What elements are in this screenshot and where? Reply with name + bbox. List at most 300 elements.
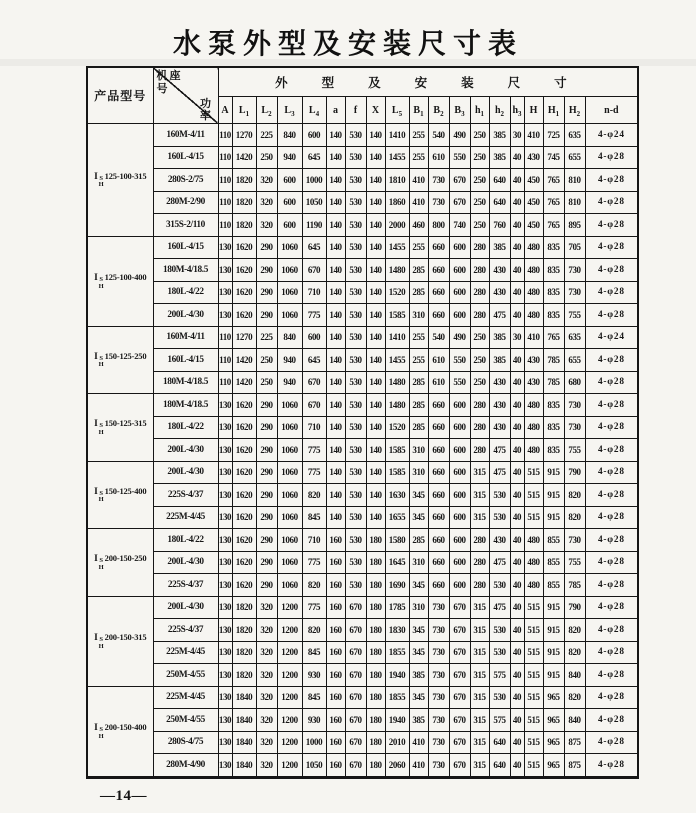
bolt-spec-cell: 4-φ28 bbox=[585, 461, 638, 484]
dimension-cell: 140 bbox=[326, 169, 345, 192]
dimension-cell: 1060 bbox=[277, 506, 302, 529]
dimension-cell: 250 bbox=[470, 214, 489, 237]
dimension-cell: 820 bbox=[564, 686, 585, 709]
dimension-cell: 835 bbox=[543, 416, 564, 439]
dimension-cell: 730 bbox=[564, 259, 585, 282]
dimension-cell: 2060 bbox=[385, 754, 409, 778]
dimension-cell: 530 bbox=[345, 574, 366, 597]
table-row bbox=[87, 686, 638, 709]
frame-power-cell: 225S-4/37 bbox=[153, 619, 218, 642]
bolt-spec-cell: 4-φ28 bbox=[585, 416, 638, 439]
dimension-cell: 1785 bbox=[385, 596, 409, 619]
frame-power-cell: 200L-4/30 bbox=[153, 439, 218, 462]
dimension-cell: 315 bbox=[470, 641, 489, 664]
dimension-cell: 775 bbox=[302, 304, 326, 327]
frame-power-cell: 160L-4/15 bbox=[153, 146, 218, 169]
dimension-cell: 575 bbox=[489, 709, 510, 732]
dimension-cell: 575 bbox=[489, 664, 510, 687]
table-row bbox=[87, 214, 638, 237]
dimension-cell: 1840 bbox=[232, 731, 256, 754]
dimension-cell: 450 bbox=[524, 191, 543, 214]
dimension-cell: 710 bbox=[302, 416, 326, 439]
dimension-cell: 635 bbox=[564, 124, 585, 147]
dimension-cell: 290 bbox=[256, 439, 277, 462]
dimension-cell: 1620 bbox=[232, 484, 256, 507]
dimension-cell: 130 bbox=[218, 281, 232, 304]
dimension-cell: 1060 bbox=[277, 574, 302, 597]
dimension-cell: 40 bbox=[510, 484, 524, 507]
dimension-cell: 1585 bbox=[385, 304, 409, 327]
dimension-cell: 1620 bbox=[232, 551, 256, 574]
bolt-spec-cell: 4-φ28 bbox=[585, 146, 638, 169]
dimension-cell: 290 bbox=[256, 304, 277, 327]
dimension-column-header: A bbox=[218, 97, 232, 124]
dimension-cell: 385 bbox=[489, 124, 510, 147]
dimension-cell: 40 bbox=[510, 529, 524, 552]
dimension-cell: 670 bbox=[449, 169, 470, 192]
dimension-cell: 1820 bbox=[232, 596, 256, 619]
dimension-cell: 540 bbox=[428, 326, 449, 349]
dimension-cell: 280 bbox=[470, 259, 489, 282]
dimension-cell: 250 bbox=[256, 349, 277, 372]
frame-power-header bbox=[153, 67, 218, 124]
dimension-cell: 290 bbox=[256, 574, 277, 597]
dimension-cell: 140 bbox=[366, 169, 385, 192]
dimension-cell: 820 bbox=[564, 641, 585, 664]
bolt-spec-cell: 4-φ24 bbox=[585, 326, 638, 349]
dimension-cell: 315 bbox=[470, 686, 489, 709]
dimension-cell: 320 bbox=[256, 169, 277, 192]
dimension-cell: 965 bbox=[543, 754, 564, 778]
dimension-cell: 410 bbox=[409, 731, 428, 754]
frame-power-cell: 250M-4/55 bbox=[153, 709, 218, 732]
dimension-cell: 600 bbox=[302, 124, 326, 147]
dimension-cell: 160 bbox=[326, 529, 345, 552]
table-row bbox=[87, 191, 638, 214]
dimension-cell: 480 bbox=[524, 574, 543, 597]
dimension-cell: 1200 bbox=[277, 754, 302, 778]
dimension-cell: 820 bbox=[564, 506, 585, 529]
dimension-cell: 290 bbox=[256, 281, 277, 304]
dimension-cell: 285 bbox=[409, 371, 428, 394]
dimension-cell: 40 bbox=[510, 641, 524, 664]
dimension-cell: 745 bbox=[543, 146, 564, 169]
dimension-cell: 845 bbox=[302, 506, 326, 529]
dimension-cell: 530 bbox=[345, 371, 366, 394]
dimension-cell: 310 bbox=[409, 551, 428, 574]
dimension-cell: 140 bbox=[366, 124, 385, 147]
dimension-cell: 140 bbox=[366, 191, 385, 214]
frame-power-cell: 200L-4/30 bbox=[153, 551, 218, 574]
bolt-spec-cell: 4-φ28 bbox=[585, 506, 638, 529]
dimension-cell: 670 bbox=[345, 686, 366, 709]
dimension-cell: 480 bbox=[524, 394, 543, 417]
dimension-cell: 320 bbox=[256, 641, 277, 664]
dimension-cell: 840 bbox=[277, 326, 302, 349]
dimension-cell: 670 bbox=[302, 394, 326, 417]
dimension-cell: 600 bbox=[449, 416, 470, 439]
dimension-cell: 130 bbox=[218, 439, 232, 462]
dimension-cell: 1820 bbox=[232, 619, 256, 642]
table-row bbox=[87, 371, 638, 394]
dimension-cell: 255 bbox=[409, 236, 428, 259]
dimension-cell: 320 bbox=[256, 214, 277, 237]
table-row bbox=[87, 124, 638, 147]
dimension-cell: 410 bbox=[409, 754, 428, 778]
dimension-cell: 40 bbox=[510, 709, 524, 732]
dimension-cell: 385 bbox=[489, 146, 510, 169]
dimension-cell: 845 bbox=[302, 686, 326, 709]
table-row bbox=[87, 709, 638, 732]
dimension-cell: 670 bbox=[345, 709, 366, 732]
dimension-cell: 730 bbox=[428, 664, 449, 687]
dimension-cell: 1820 bbox=[232, 214, 256, 237]
dimension-cell: 755 bbox=[564, 439, 585, 462]
dimension-cell: 280 bbox=[470, 281, 489, 304]
dimension-cell: 965 bbox=[543, 709, 564, 732]
frame-power-cell: 180M-4/18.5 bbox=[153, 394, 218, 417]
dimension-cell: 280 bbox=[470, 574, 489, 597]
frame-power-cell: 225M-4/45 bbox=[153, 641, 218, 664]
dimension-cell: 1690 bbox=[385, 574, 409, 597]
dimension-cell: 640 bbox=[489, 754, 510, 778]
dimension-cell: 180 bbox=[366, 754, 385, 778]
dimension-cell: 385 bbox=[409, 664, 428, 687]
table-row bbox=[87, 326, 638, 349]
dimension-cell: 450 bbox=[524, 214, 543, 237]
dimension-cell: 430 bbox=[489, 371, 510, 394]
frame-power-cell: 225S-4/37 bbox=[153, 484, 218, 507]
bolt-spec-cell: 4-φ28 bbox=[585, 686, 638, 709]
table-row bbox=[87, 731, 638, 754]
dimension-cell: 1620 bbox=[232, 394, 256, 417]
dimension-cell: 835 bbox=[543, 236, 564, 259]
bolt-spec-cell: 4-φ28 bbox=[585, 664, 638, 687]
dimension-cell: 40 bbox=[510, 214, 524, 237]
dimension-cell: 475 bbox=[489, 461, 510, 484]
dimension-cell: 600 bbox=[449, 236, 470, 259]
dimension-cell: 930 bbox=[302, 664, 326, 687]
product-model-cell: I S H 150-125-250 bbox=[87, 326, 153, 394]
dimension-cell: 430 bbox=[524, 371, 543, 394]
dimension-cell: 730 bbox=[564, 529, 585, 552]
dimension-cell: 755 bbox=[564, 304, 585, 327]
dimension-cell: 1200 bbox=[277, 709, 302, 732]
dimension-cell: 40 bbox=[510, 236, 524, 259]
dimension-cell: 515 bbox=[524, 484, 543, 507]
dimension-column-header: $h_3$ bbox=[510, 97, 524, 124]
dimension-cell: 1060 bbox=[277, 529, 302, 552]
dimension-cell: 430 bbox=[489, 394, 510, 417]
dimension-cell: 1840 bbox=[232, 709, 256, 732]
dimension-cell: 1520 bbox=[385, 281, 409, 304]
dimension-cell: 530 bbox=[345, 349, 366, 372]
dimension-cell: 315 bbox=[470, 461, 489, 484]
dimension-cell: 710 bbox=[302, 529, 326, 552]
dimension-cell: 110 bbox=[218, 214, 232, 237]
dimension-cell: 530 bbox=[345, 394, 366, 417]
dimension-cell: 915 bbox=[543, 461, 564, 484]
dimension-cell: 1000 bbox=[302, 169, 326, 192]
dimension-cell: 820 bbox=[302, 484, 326, 507]
dimension-cell: 2010 bbox=[385, 731, 409, 754]
dimension-cell: 660 bbox=[428, 529, 449, 552]
dimension-cell: 660 bbox=[428, 551, 449, 574]
dimension-cell: 40 bbox=[510, 416, 524, 439]
dimension-cell: 315 bbox=[470, 619, 489, 642]
dimension-cell: 775 bbox=[302, 461, 326, 484]
dimension-cell: 670 bbox=[449, 641, 470, 664]
dimension-cell: 765 bbox=[543, 214, 564, 237]
dimension-cell: 250 bbox=[256, 371, 277, 394]
bolt-spec-cell: 4-φ28 bbox=[585, 394, 638, 417]
dimension-cell: 140 bbox=[326, 146, 345, 169]
dimension-cell: 480 bbox=[524, 281, 543, 304]
dimension-cell: 250 bbox=[256, 146, 277, 169]
dimension-cell: 140 bbox=[366, 326, 385, 349]
dimension-cell: 255 bbox=[409, 326, 428, 349]
dimension-cell: 250 bbox=[470, 349, 489, 372]
dimension-cell: 140 bbox=[326, 484, 345, 507]
dimension-cell: 530 bbox=[489, 619, 510, 642]
dimension-cell: 530 bbox=[345, 169, 366, 192]
table-row bbox=[87, 664, 638, 687]
dimension-cell: 930 bbox=[302, 709, 326, 732]
dimension-cell: 450 bbox=[524, 169, 543, 192]
dimension-cell: 600 bbox=[449, 394, 470, 417]
dimension-cell: 40 bbox=[510, 304, 524, 327]
dimension-cell: 820 bbox=[564, 619, 585, 642]
dimension-column-header: X bbox=[366, 97, 385, 124]
dimension-cell: 160 bbox=[326, 619, 345, 642]
dimension-cell: 140 bbox=[326, 349, 345, 372]
dimension-cell: 835 bbox=[543, 394, 564, 417]
bolt-spec-cell: 4-φ28 bbox=[585, 754, 638, 778]
dimension-cell: 40 bbox=[510, 394, 524, 417]
dimension-cell: 1620 bbox=[232, 236, 256, 259]
dimension-cell: 40 bbox=[510, 619, 524, 642]
dimension-cell: 670 bbox=[449, 754, 470, 778]
dimension-cell: 130 bbox=[218, 484, 232, 507]
dimension-cell: 1060 bbox=[277, 259, 302, 282]
dimension-cell: 140 bbox=[366, 439, 385, 462]
dimension-cell: 1050 bbox=[302, 754, 326, 778]
dimension-column-header: $L_1$ bbox=[232, 97, 256, 124]
table-row bbox=[87, 304, 638, 327]
dimension-cell: 1855 bbox=[385, 686, 409, 709]
product-model-cell: I S H 200-150-400 bbox=[87, 686, 153, 777]
dimension-cell: 660 bbox=[428, 304, 449, 327]
dimension-cell: 515 bbox=[524, 596, 543, 619]
dimension-cell: 1000 bbox=[302, 731, 326, 754]
dimension-cell: 140 bbox=[366, 236, 385, 259]
dimension-cell: 130 bbox=[218, 709, 232, 732]
dimension-cell: 180 bbox=[366, 529, 385, 552]
frame-power-cell: 250M-4/55 bbox=[153, 664, 218, 687]
dimension-column-header: $L_3$ bbox=[277, 97, 302, 124]
dimension-cell: 640 bbox=[489, 169, 510, 192]
dimension-cell: 315 bbox=[470, 731, 489, 754]
dimension-cell: 130 bbox=[218, 574, 232, 597]
dimension-cell: 290 bbox=[256, 236, 277, 259]
dimension-cell: 790 bbox=[564, 596, 585, 619]
dimension-cell: 40 bbox=[510, 664, 524, 687]
dimension-cell: 160 bbox=[326, 754, 345, 778]
dimension-cell: 530 bbox=[345, 259, 366, 282]
dimension-cell: 1620 bbox=[232, 461, 256, 484]
dimension-cell: 40 bbox=[510, 439, 524, 462]
dimension-cell: 310 bbox=[409, 596, 428, 619]
dimension-cell: 40 bbox=[510, 686, 524, 709]
dimension-cell: 670 bbox=[345, 664, 366, 687]
dimension-cell: 670 bbox=[345, 619, 366, 642]
bolt-spec-cell: 4-φ28 bbox=[585, 619, 638, 642]
dimension-cell: 530 bbox=[345, 281, 366, 304]
dimension-cell: 530 bbox=[345, 214, 366, 237]
product-model-cell: I S H 125-100-400 bbox=[87, 236, 153, 326]
dimension-cell: 855 bbox=[543, 551, 564, 574]
dimension-cell: 250 bbox=[470, 191, 489, 214]
dimension-cell: 530 bbox=[345, 191, 366, 214]
dimension-cell: 810 bbox=[564, 191, 585, 214]
dimension-cell: 600 bbox=[277, 191, 302, 214]
frame-power-cell: 200L-4/30 bbox=[153, 596, 218, 619]
dimension-cell: 140 bbox=[326, 124, 345, 147]
bolt-spec-cell: 4-φ28 bbox=[585, 191, 638, 214]
dimension-cell: 1480 bbox=[385, 394, 409, 417]
dimension-cell: 550 bbox=[449, 349, 470, 372]
dimension-cell: 290 bbox=[256, 259, 277, 282]
table-row bbox=[87, 551, 638, 574]
frame-power-cell: 225M-4/45 bbox=[153, 686, 218, 709]
dimension-cell: 320 bbox=[256, 596, 277, 619]
dimension-cell: 515 bbox=[524, 686, 543, 709]
dimension-cell: 515 bbox=[524, 619, 543, 642]
dimension-cell: 140 bbox=[326, 371, 345, 394]
dimension-cell: 840 bbox=[277, 124, 302, 147]
dimension-cell: 800 bbox=[428, 214, 449, 237]
dimension-cell: 730 bbox=[428, 619, 449, 642]
dimension-cell: 40 bbox=[510, 754, 524, 778]
dimension-cell: 280 bbox=[470, 304, 489, 327]
dimension-cell: 1620 bbox=[232, 506, 256, 529]
dimension-cell: 705 bbox=[564, 236, 585, 259]
dimension-cell: 490 bbox=[449, 326, 470, 349]
bolt-spec-cell: 4-φ28 bbox=[585, 349, 638, 372]
frame-power-cell: 180L-4/22 bbox=[153, 416, 218, 439]
dimension-cell: 140 bbox=[326, 281, 345, 304]
dimension-cell: 1200 bbox=[277, 731, 302, 754]
dimension-cell: 530 bbox=[489, 641, 510, 664]
dimension-cell: 1820 bbox=[232, 191, 256, 214]
dimension-cell: 740 bbox=[449, 214, 470, 237]
dimension-cell: 940 bbox=[277, 349, 302, 372]
dimension-cell: 530 bbox=[345, 304, 366, 327]
dimension-cell: 765 bbox=[543, 191, 564, 214]
table-row bbox=[87, 506, 638, 529]
dimension-cell: 1810 bbox=[385, 169, 409, 192]
dimension-cell: 475 bbox=[489, 439, 510, 462]
dimension-cell: 655 bbox=[564, 146, 585, 169]
dimension-column-header: $h_1$ bbox=[470, 97, 489, 124]
dimension-cell: 410 bbox=[524, 326, 543, 349]
dimension-cell: 730 bbox=[428, 641, 449, 664]
dimension-cell: 1520 bbox=[385, 416, 409, 439]
dimension-cell: 515 bbox=[524, 461, 543, 484]
dimension-cell: 315 bbox=[470, 664, 489, 687]
dimension-cell: 290 bbox=[256, 484, 277, 507]
table-row bbox=[87, 574, 638, 597]
dimension-cell: 290 bbox=[256, 506, 277, 529]
dimension-cell: 1840 bbox=[232, 754, 256, 778]
frame-power-cell: 160M-4/11 bbox=[153, 326, 218, 349]
dimension-cell: 30 bbox=[510, 326, 524, 349]
dimension-cell: 670 bbox=[449, 731, 470, 754]
product-model-cell: I S H 150-125-400 bbox=[87, 461, 153, 529]
dimension-cell: 280 bbox=[470, 394, 489, 417]
dimension-cell: 460 bbox=[409, 214, 428, 237]
table-header bbox=[87, 67, 638, 124]
frame-power-cell: 280S-4/75 bbox=[153, 731, 218, 754]
dimension-cell: 755 bbox=[564, 551, 585, 574]
dimension-cell: 110 bbox=[218, 124, 232, 147]
dimension-cell: 1620 bbox=[232, 439, 256, 462]
dimension-cell: 345 bbox=[409, 686, 428, 709]
product-model-cell: I S H 150-125-315 bbox=[87, 394, 153, 462]
dimension-cell: 140 bbox=[366, 461, 385, 484]
dimension-cell: 40 bbox=[510, 461, 524, 484]
dimension-cell: 1630 bbox=[385, 484, 409, 507]
dimension-cell: 1060 bbox=[277, 484, 302, 507]
dimension-cell: 480 bbox=[524, 551, 543, 574]
dimension-cell: 290 bbox=[256, 551, 277, 574]
dimensions-group-header: 外型及安装尺寸 bbox=[218, 67, 638, 97]
dimension-cell: 895 bbox=[564, 214, 585, 237]
dimension-cell: 550 bbox=[449, 146, 470, 169]
dimension-cell: 430 bbox=[524, 146, 543, 169]
dimension-cell: 30 bbox=[510, 124, 524, 147]
dimension-cell: 130 bbox=[218, 394, 232, 417]
dimension-cell: 180 bbox=[366, 664, 385, 687]
bolt-spec-cell: 4-φ28 bbox=[585, 484, 638, 507]
dimension-cell: 515 bbox=[524, 731, 543, 754]
dimension-cell: 140 bbox=[326, 439, 345, 462]
dimension-cell: 1840 bbox=[232, 686, 256, 709]
dimension-cell: 1455 bbox=[385, 146, 409, 169]
dimension-cell: 600 bbox=[449, 574, 470, 597]
dimension-cell: 345 bbox=[409, 484, 428, 507]
dimension-cell: 730 bbox=[564, 394, 585, 417]
dimension-cell: 40 bbox=[510, 551, 524, 574]
dimension-cell: 670 bbox=[302, 259, 326, 282]
dimension-cell: 730 bbox=[428, 596, 449, 619]
dimension-cell: 600 bbox=[302, 326, 326, 349]
dimension-column-header: n-d bbox=[585, 97, 638, 124]
dimension-column-header: $L_4$ bbox=[302, 97, 326, 124]
dimension-cell: 670 bbox=[449, 664, 470, 687]
dimension-cell: 140 bbox=[326, 214, 345, 237]
dimension-cell: 320 bbox=[256, 754, 277, 778]
bolt-spec-cell: 4-φ28 bbox=[585, 259, 638, 282]
dimension-cell: 1200 bbox=[277, 619, 302, 642]
dimension-cell: 140 bbox=[366, 506, 385, 529]
dimension-cell: 285 bbox=[409, 259, 428, 282]
dimension-cell: 530 bbox=[345, 529, 366, 552]
dimension-cell: 1200 bbox=[277, 641, 302, 664]
dimension-cell: 320 bbox=[256, 709, 277, 732]
dimension-cell: 515 bbox=[524, 506, 543, 529]
dimension-cell: 810 bbox=[564, 169, 585, 192]
